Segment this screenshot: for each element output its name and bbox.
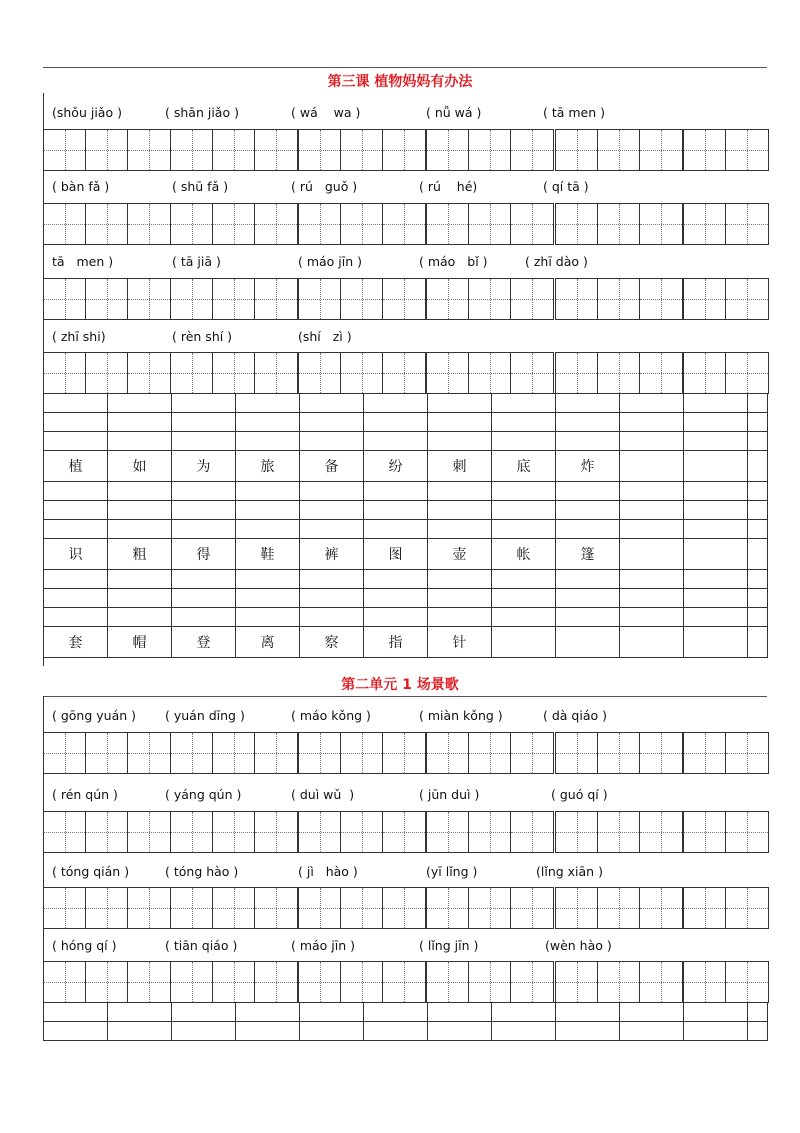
character-cell bbox=[620, 539, 684, 570]
writing-box-group bbox=[170, 961, 298, 1003]
writing-box[interactable] bbox=[427, 888, 469, 928]
blank-row bbox=[44, 432, 768, 451]
pinyin-label: ( zhī shi) bbox=[52, 329, 106, 344]
writing-box[interactable] bbox=[213, 962, 255, 1002]
blank-row bbox=[44, 394, 768, 413]
writing-box[interactable] bbox=[86, 962, 128, 1002]
writing-box-group bbox=[43, 887, 171, 929]
writing-box-group bbox=[170, 887, 298, 929]
writing-box[interactable] bbox=[171, 733, 213, 773]
character-cell: 离 bbox=[236, 627, 300, 658]
pinyin-label: ( bàn fǎ ) bbox=[52, 179, 110, 194]
writing-box[interactable] bbox=[684, 812, 726, 852]
writing-box[interactable] bbox=[684, 353, 726, 393]
writing-box-group bbox=[298, 732, 426, 774]
writing-box[interactable] bbox=[427, 353, 469, 393]
writing-box-group bbox=[555, 352, 683, 394]
writing-box-group bbox=[298, 961, 426, 1003]
writing-box-group bbox=[683, 811, 769, 853]
character-cell bbox=[620, 627, 684, 658]
writing-box-group bbox=[43, 811, 171, 853]
writing-box-group bbox=[298, 887, 426, 929]
writing-box[interactable] bbox=[511, 279, 553, 319]
writing-box-group bbox=[555, 732, 683, 774]
writing-box[interactable] bbox=[684, 962, 726, 1002]
writing-box[interactable] bbox=[598, 888, 640, 928]
writing-box[interactable] bbox=[213, 130, 255, 170]
writing-box[interactable] bbox=[726, 279, 768, 319]
writing-box-group bbox=[170, 732, 298, 774]
character-cell bbox=[620, 451, 684, 482]
writing-box[interactable] bbox=[427, 962, 469, 1002]
pinyin-label: ( yuán dīng ) bbox=[165, 708, 245, 723]
writing-box[interactable] bbox=[469, 204, 511, 244]
character-cell bbox=[684, 627, 748, 658]
writing-box[interactable] bbox=[684, 204, 726, 244]
character-cell bbox=[684, 539, 748, 570]
writing-box[interactable] bbox=[128, 962, 170, 1002]
writing-box[interactable] bbox=[86, 130, 128, 170]
blank-row bbox=[44, 520, 768, 539]
writing-box[interactable] bbox=[640, 353, 682, 393]
writing-box[interactable] bbox=[598, 204, 640, 244]
character-cell: 裤 bbox=[300, 539, 364, 570]
character-cell: 粗 bbox=[108, 539, 172, 570]
character-cell bbox=[556, 627, 620, 658]
writing-box-group bbox=[555, 811, 683, 853]
writing-box[interactable] bbox=[299, 204, 341, 244]
writing-box[interactable] bbox=[598, 279, 640, 319]
writing-box[interactable] bbox=[255, 812, 297, 852]
pinyin-label: ( tóng hào ) bbox=[165, 864, 239, 879]
writing-box[interactable] bbox=[341, 130, 383, 170]
blank-grid bbox=[43, 1002, 768, 1041]
writing-box-group bbox=[426, 811, 554, 853]
pinyin-label: ( yáng qún ) bbox=[165, 787, 242, 802]
writing-box[interactable] bbox=[299, 888, 341, 928]
writing-box[interactable] bbox=[171, 888, 213, 928]
writing-box[interactable] bbox=[128, 130, 170, 170]
writing-box[interactable] bbox=[469, 962, 511, 1002]
pinyin-label: tā men ) bbox=[52, 254, 114, 269]
blank-row bbox=[44, 589, 768, 608]
writing-box[interactable] bbox=[255, 353, 297, 393]
writing-box[interactable] bbox=[255, 888, 297, 928]
character-cell: 纷 bbox=[364, 451, 428, 482]
character-cell bbox=[492, 627, 556, 658]
character-cell: 备 bbox=[300, 451, 364, 482]
pinyin-label: (shí zì ) bbox=[298, 329, 352, 344]
writing-box[interactable] bbox=[511, 130, 553, 170]
writing-box-group bbox=[298, 129, 426, 171]
writing-box[interactable] bbox=[299, 733, 341, 773]
character-cell: 识 bbox=[44, 539, 108, 570]
writing-box[interactable] bbox=[684, 279, 726, 319]
writing-box[interactable] bbox=[171, 812, 213, 852]
writing-box[interactable] bbox=[556, 279, 598, 319]
writing-box[interactable] bbox=[640, 962, 682, 1002]
writing-box[interactable] bbox=[86, 204, 128, 244]
pinyin-label: ( máo jīn ) bbox=[291, 938, 356, 953]
writing-box[interactable] bbox=[44, 733, 86, 773]
writing-box[interactable] bbox=[427, 204, 469, 244]
blank-row bbox=[44, 1003, 768, 1022]
writing-box[interactable] bbox=[213, 733, 255, 773]
writing-box[interactable] bbox=[598, 812, 640, 852]
writing-box[interactable] bbox=[213, 888, 255, 928]
writing-box[interactable] bbox=[427, 130, 469, 170]
writing-box[interactable] bbox=[341, 279, 383, 319]
writing-box-group bbox=[426, 129, 554, 171]
pinyin-label: ( gōng yuán ) bbox=[52, 708, 137, 723]
pinyin-label: (shǒu jiǎo ) bbox=[52, 105, 122, 120]
character-cell: 为 bbox=[172, 451, 236, 482]
writing-box[interactable] bbox=[726, 130, 768, 170]
writing-box[interactable] bbox=[726, 962, 768, 1002]
pinyin-label: ( tiān qiáo ) bbox=[165, 938, 238, 953]
writing-box[interactable] bbox=[383, 888, 425, 928]
top-rule bbox=[43, 67, 767, 68]
pinyin-label: (yī lǐng ) bbox=[426, 864, 478, 879]
character-row bbox=[44, 539, 768, 570]
writing-box[interactable] bbox=[511, 888, 553, 928]
blank-row bbox=[44, 608, 768, 627]
writing-box-group bbox=[298, 352, 426, 394]
writing-box-group bbox=[43, 961, 171, 1003]
writing-box[interactable] bbox=[86, 888, 128, 928]
character-cell bbox=[748, 451, 768, 482]
writing-box[interactable] bbox=[427, 733, 469, 773]
pinyin-label: ( guó qí ) bbox=[551, 787, 608, 802]
pinyin-label: ( rén qún ) bbox=[52, 787, 118, 802]
writing-box[interactable] bbox=[171, 130, 213, 170]
pinyin-label: (wèn hào ) bbox=[545, 938, 612, 953]
pinyin-label: ( shū fǎ ) bbox=[172, 179, 229, 194]
pinyin-label: ( miàn kǒng ) bbox=[419, 708, 503, 723]
writing-box[interactable] bbox=[556, 812, 598, 852]
character-cell: 套 bbox=[44, 627, 108, 658]
writing-box-group bbox=[43, 203, 171, 245]
writing-box[interactable] bbox=[469, 733, 511, 773]
writing-box[interactable] bbox=[255, 279, 297, 319]
character-cell: 炸 bbox=[556, 451, 620, 482]
blank-row bbox=[44, 1022, 768, 1041]
pinyin-label: ( tóng qián ) bbox=[52, 864, 130, 879]
writing-box-group bbox=[426, 278, 554, 320]
writing-box[interactable] bbox=[383, 204, 425, 244]
writing-box[interactable] bbox=[684, 888, 726, 928]
writing-box[interactable] bbox=[598, 130, 640, 170]
character-cell: 得 bbox=[172, 539, 236, 570]
writing-box[interactable] bbox=[255, 962, 297, 1002]
writing-box[interactable] bbox=[469, 353, 511, 393]
writing-box[interactable] bbox=[341, 353, 383, 393]
writing-box[interactable] bbox=[511, 204, 553, 244]
writing-box[interactable] bbox=[640, 130, 682, 170]
writing-box-group bbox=[555, 961, 683, 1003]
writing-box-group bbox=[43, 352, 171, 394]
writing-box[interactable] bbox=[171, 962, 213, 1002]
character-cell: 针 bbox=[428, 627, 492, 658]
writing-box[interactable] bbox=[383, 962, 425, 1002]
writing-box[interactable] bbox=[213, 353, 255, 393]
writing-box-group bbox=[170, 278, 298, 320]
writing-box[interactable] bbox=[86, 353, 128, 393]
writing-box[interactable] bbox=[171, 279, 213, 319]
blank-row bbox=[44, 482, 768, 501]
writing-box[interactable] bbox=[469, 812, 511, 852]
pinyin-label: ( máo bǐ ) bbox=[419, 254, 488, 269]
pinyin-label: ( máo jīn ) bbox=[298, 254, 363, 269]
writing-box-group bbox=[426, 961, 554, 1003]
writing-box[interactable] bbox=[726, 733, 768, 773]
writing-box[interactable] bbox=[128, 204, 170, 244]
writing-box[interactable] bbox=[684, 130, 726, 170]
writing-box[interactable] bbox=[511, 353, 553, 393]
writing-box[interactable] bbox=[556, 204, 598, 244]
writing-box[interactable] bbox=[44, 888, 86, 928]
character-row bbox=[44, 627, 768, 658]
character-cell bbox=[748, 627, 768, 658]
character-cell: 底 bbox=[492, 451, 556, 482]
writing-box[interactable] bbox=[556, 962, 598, 1002]
character-cell: 帽 bbox=[108, 627, 172, 658]
writing-box[interactable] bbox=[726, 204, 768, 244]
writing-box-group bbox=[426, 203, 554, 245]
writing-box[interactable] bbox=[427, 812, 469, 852]
writing-box-group bbox=[170, 203, 298, 245]
writing-box[interactable] bbox=[341, 962, 383, 1002]
unit-title: 第二单元 1 场景歌 bbox=[341, 677, 459, 693]
writing-box-group bbox=[555, 278, 683, 320]
writing-box-group bbox=[683, 203, 769, 245]
writing-box-group bbox=[170, 129, 298, 171]
writing-box[interactable] bbox=[427, 279, 469, 319]
writing-box[interactable] bbox=[44, 962, 86, 1002]
pinyin-label: ( rú guǒ ) bbox=[291, 179, 358, 194]
character-cell: 指 bbox=[364, 627, 428, 658]
writing-box[interactable] bbox=[511, 812, 553, 852]
pinyin-label: ( hóng qí ) bbox=[52, 938, 117, 953]
writing-box[interactable] bbox=[341, 812, 383, 852]
writing-box-group bbox=[298, 278, 426, 320]
writing-box[interactable] bbox=[726, 812, 768, 852]
writing-box[interactable] bbox=[44, 812, 86, 852]
writing-box[interactable] bbox=[299, 353, 341, 393]
writing-box[interactable] bbox=[640, 279, 682, 319]
writing-box[interactable] bbox=[383, 279, 425, 319]
pinyin-label: ( tā men ) bbox=[543, 105, 606, 120]
writing-box[interactable] bbox=[128, 733, 170, 773]
pinyin-label: ( lǐng jīn ) bbox=[419, 938, 479, 953]
character-cell: 如 bbox=[108, 451, 172, 482]
writing-box-group bbox=[683, 732, 769, 774]
writing-box[interactable] bbox=[341, 733, 383, 773]
writing-box[interactable] bbox=[128, 279, 170, 319]
character-cell: 植 bbox=[44, 451, 108, 482]
writing-box[interactable] bbox=[383, 130, 425, 170]
pinyin-label: (lǐng xiān ) bbox=[536, 864, 603, 879]
writing-box[interactable] bbox=[383, 733, 425, 773]
character-cell: 壶 bbox=[428, 539, 492, 570]
lesson-title: 第三课 植物妈妈有办法 bbox=[327, 74, 473, 90]
writing-box-group bbox=[555, 203, 683, 245]
writing-box-group bbox=[43, 278, 171, 320]
character-cell bbox=[748, 539, 768, 570]
character-cell: 旅 bbox=[236, 451, 300, 482]
writing-box[interactable] bbox=[469, 130, 511, 170]
writing-box[interactable] bbox=[171, 204, 213, 244]
writing-box[interactable] bbox=[213, 204, 255, 244]
writing-box-group bbox=[170, 352, 298, 394]
writing-box-group bbox=[683, 887, 769, 929]
writing-box[interactable] bbox=[726, 353, 768, 393]
writing-box-group bbox=[426, 732, 554, 774]
writing-box[interactable] bbox=[44, 353, 86, 393]
writing-box[interactable] bbox=[556, 888, 598, 928]
pinyin-label: ( rèn shí ) bbox=[172, 329, 233, 344]
pinyin-label: ( duì wǔ ) bbox=[291, 787, 355, 802]
blank-row bbox=[44, 413, 768, 432]
writing-box[interactable] bbox=[726, 888, 768, 928]
writing-box[interactable] bbox=[383, 353, 425, 393]
writing-box-group bbox=[555, 129, 683, 171]
writing-box-group bbox=[298, 203, 426, 245]
writing-box-group bbox=[426, 352, 554, 394]
writing-box-group bbox=[555, 887, 683, 929]
writing-box[interactable] bbox=[556, 130, 598, 170]
blank-row bbox=[44, 570, 768, 589]
writing-box[interactable] bbox=[684, 733, 726, 773]
writing-box[interactable] bbox=[469, 888, 511, 928]
writing-box-group bbox=[683, 129, 769, 171]
writing-box[interactable] bbox=[255, 204, 297, 244]
writing-box[interactable] bbox=[44, 204, 86, 244]
pinyin-label: ( máo kǒng ) bbox=[291, 708, 371, 723]
character-cell: 帐 bbox=[492, 539, 556, 570]
pinyin-label: ( zhī dào ) bbox=[525, 254, 588, 269]
writing-box[interactable] bbox=[598, 353, 640, 393]
writing-box[interactable] bbox=[299, 279, 341, 319]
writing-box-group bbox=[426, 887, 554, 929]
writing-box[interactable] bbox=[128, 812, 170, 852]
pinyin-label: ( shān jiǎo ) bbox=[165, 105, 239, 120]
writing-box[interactable] bbox=[171, 353, 213, 393]
character-cell: 登 bbox=[172, 627, 236, 658]
character-cell: 刺 bbox=[428, 451, 492, 482]
blank-row bbox=[44, 501, 768, 520]
writing-box[interactable] bbox=[511, 962, 553, 1002]
pinyin-label: ( jūn duì ) bbox=[419, 787, 480, 802]
pinyin-label: ( qí tā ) bbox=[543, 179, 589, 194]
character-cell: 篷 bbox=[556, 539, 620, 570]
writing-box[interactable] bbox=[556, 733, 598, 773]
writing-box[interactable] bbox=[86, 812, 128, 852]
character-cell bbox=[684, 451, 748, 482]
writing-box[interactable] bbox=[44, 130, 86, 170]
writing-box-group bbox=[170, 811, 298, 853]
writing-box-group bbox=[43, 129, 171, 171]
writing-box[interactable] bbox=[255, 130, 297, 170]
writing-box[interactable] bbox=[128, 353, 170, 393]
writing-box[interactable] bbox=[341, 204, 383, 244]
pinyin-label: ( dà qiáo ) bbox=[543, 708, 607, 723]
pinyin-label: ( rú hé) bbox=[419, 179, 478, 194]
writing-box[interactable] bbox=[255, 733, 297, 773]
character-grid bbox=[43, 393, 768, 658]
writing-box[interactable] bbox=[640, 204, 682, 244]
writing-box[interactable] bbox=[598, 962, 640, 1002]
writing-box[interactable] bbox=[511, 733, 553, 773]
writing-box[interactable] bbox=[213, 279, 255, 319]
writing-box-group bbox=[43, 732, 171, 774]
pinyin-label: ( nǚ wá ) bbox=[426, 105, 482, 120]
writing-box[interactable] bbox=[128, 888, 170, 928]
writing-box[interactable] bbox=[213, 812, 255, 852]
character-cell: 察 bbox=[300, 627, 364, 658]
writing-box-group bbox=[298, 811, 426, 853]
section-rule bbox=[43, 696, 767, 697]
writing-box[interactable] bbox=[86, 279, 128, 319]
writing-box[interactable] bbox=[598, 733, 640, 773]
pinyin-label: ( jì hào ) bbox=[298, 864, 358, 879]
writing-box[interactable] bbox=[86, 733, 128, 773]
writing-box[interactable] bbox=[556, 353, 598, 393]
writing-box[interactable] bbox=[640, 888, 682, 928]
writing-box[interactable] bbox=[383, 812, 425, 852]
character-cell: 图 bbox=[364, 539, 428, 570]
pinyin-label: ( wá wa ) bbox=[291, 105, 361, 120]
character-row bbox=[44, 451, 768, 482]
pinyin-label: ( tā jiā ) bbox=[172, 254, 221, 269]
writing-box[interactable] bbox=[341, 888, 383, 928]
writing-box[interactable] bbox=[299, 962, 341, 1002]
writing-box[interactable] bbox=[299, 812, 341, 852]
writing-box[interactable] bbox=[44, 279, 86, 319]
writing-box[interactable] bbox=[469, 279, 511, 319]
writing-box-group bbox=[683, 278, 769, 320]
writing-box[interactable] bbox=[640, 733, 682, 773]
writing-box[interactable] bbox=[299, 130, 341, 170]
character-cell: 鞋 bbox=[236, 539, 300, 570]
writing-box[interactable] bbox=[640, 812, 682, 852]
writing-box-group bbox=[683, 352, 769, 394]
writing-box-group bbox=[683, 961, 769, 1003]
